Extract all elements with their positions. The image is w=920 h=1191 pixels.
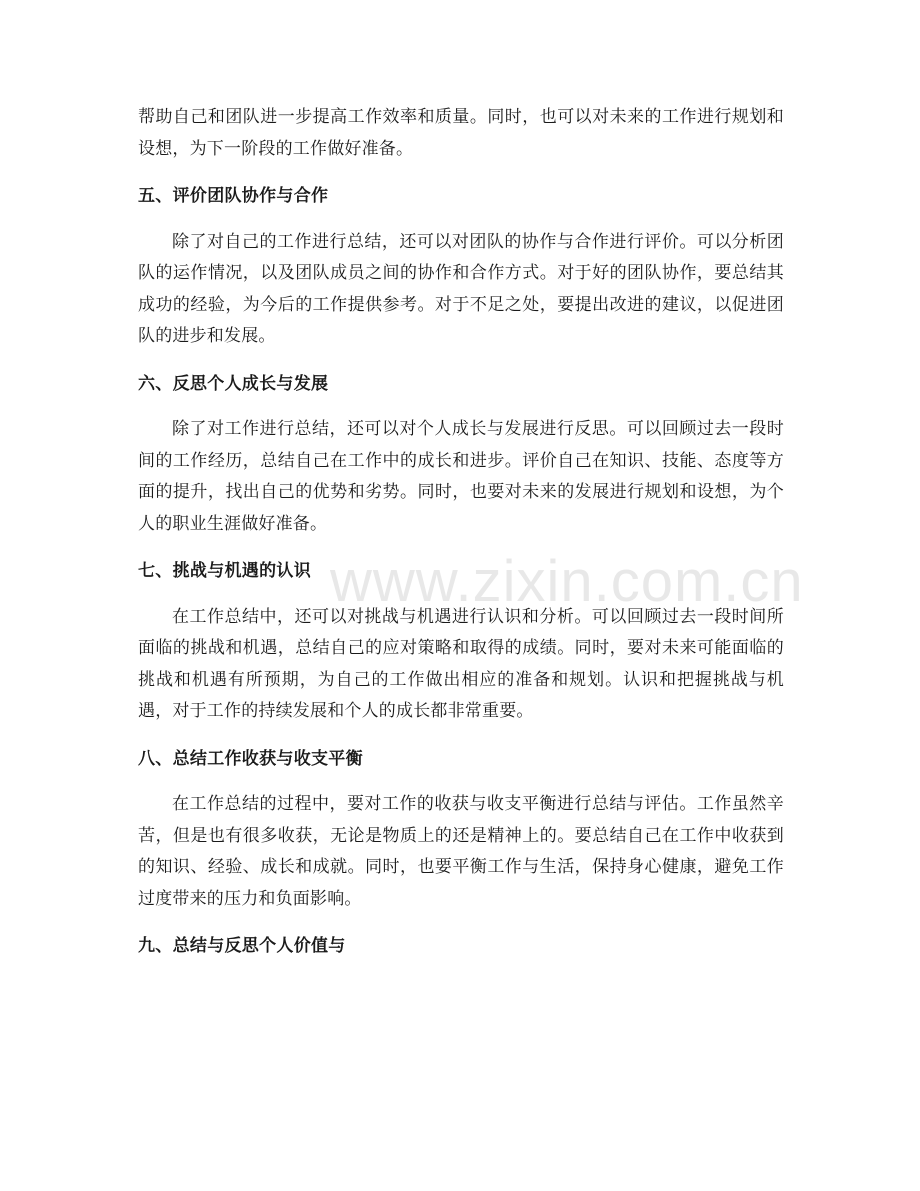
section-heading-5: 五、评价团队协作与合作	[138, 186, 329, 206]
section-heading-7: 七、挑战与机遇的认识	[138, 561, 311, 581]
section-body-5: 除了对自己的工作进行总结，还可以对团队的协作与合作进行评价。可以分析团队的运作情况，以及团队成员之间的协作和合作方式。对于好的团队协作，要总结其成功的经验，为今后的工作提供参考。对于不足之处，要提出改进的建议，以促进团队的进步和发展。	[138, 231, 784, 346]
section-body-6: 除了对工作进行总结，还可以对个人成长与发展进行反思。可以回顾过去一段时间的工作经历，总结自己在工作中的成长和进步。评价自己在知识、技能、态度等方面的提升，找出自己的优势和劣势。同时，也要对未来的发展进行规划和设想，为个人的职业生涯做好准备。	[138, 419, 784, 534]
intro-paragraph: 帮助自己和团队进一步提高工作效率和质量。同时，也可以对未来的工作进行规划和设想，为下一阶段的工作做好准备。	[138, 107, 784, 159]
section-heading-6: 六、反思个人成长与发展	[138, 373, 329, 394]
section-body-8: 在工作总结的过程中，要对工作的收获与收支平衡进行总结与评估。工作虽然辛苦，但是也有很多收获，无论是物质上的还是精神上的。要总结自己在工作中收获到的知识、经验、成长和成就。同时，也要平衡工作与生活，保持身心健康，避免工作过度带来的压力和负面影响。	[138, 794, 784, 909]
document-content	[138, 102, 784, 963]
section-body-7: 在工作总结中，还可以对挑战与机遇进行认识和分析。可以回顾过去一段时间所面临的挑战和机遇，总结自己的应对策略和取得的成绩。同时，要对未来可能面临的挑战和机遇有所预期，为自己的工作做出相应的准备和规划。认识和把握挑战与机遇，对于工作的持续发展和个人的成长都非常重要。	[138, 606, 784, 721]
section-heading-9: 九、总结与反思个人价值与	[138, 936, 346, 956]
section-heading-8: 八、总结工作收获与收支平衡	[138, 748, 363, 769]
watermark-text: www.zixin.com.cn	[330, 549, 804, 614]
